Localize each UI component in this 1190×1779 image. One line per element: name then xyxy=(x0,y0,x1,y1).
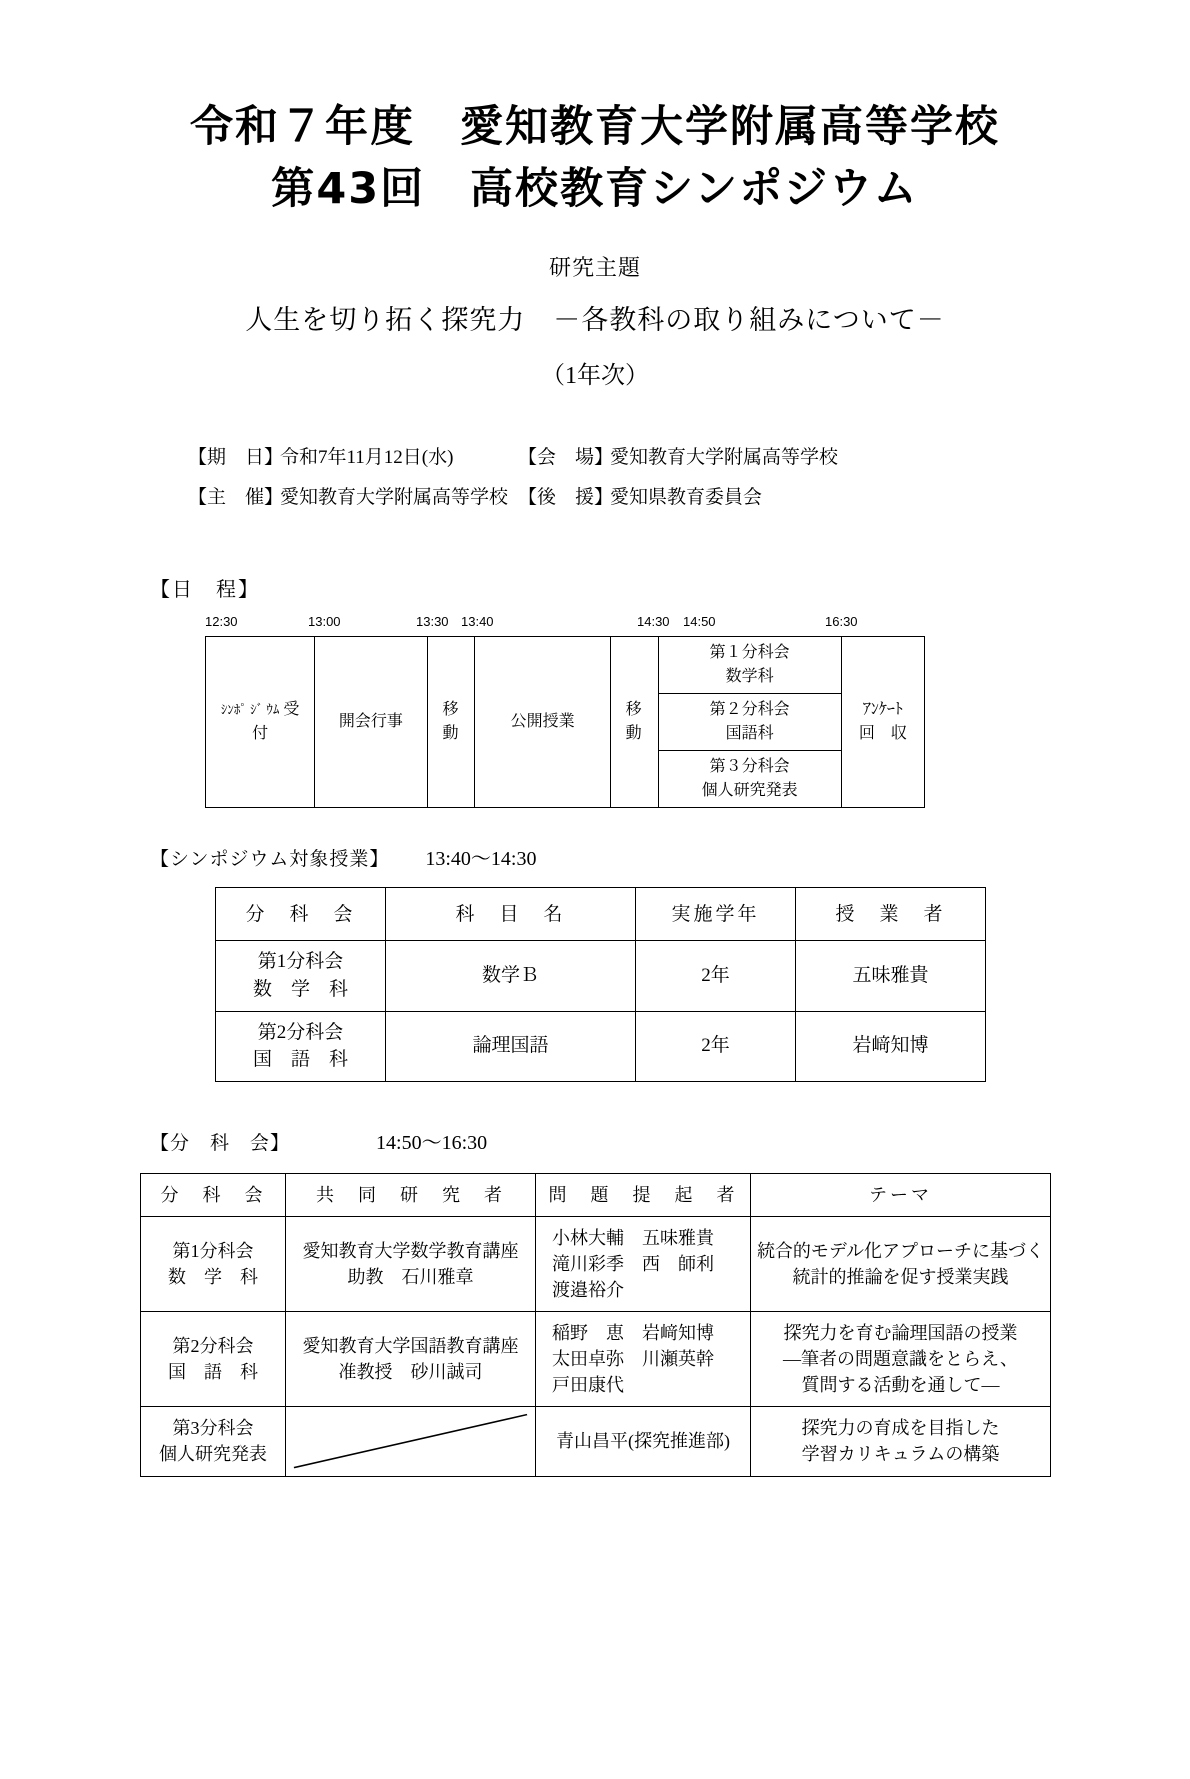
tick-1430: 14:30 xyxy=(637,614,670,630)
bk-theme-3-line1: 探究力の育成を目指した xyxy=(801,1418,1000,1439)
move2-char2: 動 xyxy=(625,725,643,743)
bk-col-collaborator: 共 同 研 究 者 xyxy=(286,1173,536,1216)
lesson-grade-2: 2年 xyxy=(636,1011,796,1081)
tick-1330: 13:30 xyxy=(416,614,449,630)
bk-section-1-line1: 第1分科会 xyxy=(172,1240,254,1261)
bk-presenter-2-line2: 太田卓弥 川瀬英幹 xyxy=(552,1349,714,1370)
tick-1340: 13:40 xyxy=(461,614,494,630)
lesson-section-1-line2: 数 学 科 xyxy=(252,979,348,1001)
lesson-subject-2: 論理国語 xyxy=(386,1011,636,1081)
bk-section-1 xyxy=(141,1216,286,1311)
lesson-col-grade: 実施学年 xyxy=(636,888,796,941)
research-theme-text: 人生を切り拓く探究力 －各教科の取り組みについて－ xyxy=(245,304,945,335)
bunkakai-table xyxy=(140,1173,1051,1477)
session1-subject: 数学科 xyxy=(725,668,774,686)
host-label: 【主 催】 xyxy=(188,486,284,508)
bk-section-3-line2: 個人研究発表 xyxy=(159,1444,267,1465)
cell-survey xyxy=(841,637,924,808)
bk-theme-2-line1: 探究力を育む論理国語の授業 xyxy=(783,1323,1018,1344)
page-title-line2: 第43回 高校教育シンポジウム xyxy=(271,164,919,215)
bk-presenter-1-line1: 小林大輔 五味雅貴 xyxy=(552,1227,714,1248)
research-theme-label: 研究主題 xyxy=(548,254,641,280)
lesson-section-1-line1: 第1分科会 xyxy=(257,951,344,973)
bk-presenters-1 xyxy=(536,1216,751,1311)
survey-line1: ｱﾝｹｰﾄ xyxy=(862,701,903,719)
bk-theme-1-line2: 統計的推論を促す授業実践 xyxy=(792,1266,1009,1287)
move1-char2: 動 xyxy=(442,725,460,743)
bk-presenter-1-line3: 渡邉裕介 xyxy=(552,1279,624,1300)
bk-section-2-line2: 国 語 科 xyxy=(168,1362,258,1383)
cell-session-3 xyxy=(658,751,841,808)
cell-move-2 xyxy=(610,637,658,808)
bk-section-2 xyxy=(141,1312,286,1407)
lesson-time: 13:40～14:30 xyxy=(425,848,537,871)
support-label: 【後 援】 xyxy=(518,486,614,508)
bk-theme-2-line3: 質問する活動を通して― xyxy=(801,1375,1000,1396)
cell-session-2 xyxy=(658,694,841,751)
schedule-row-1 xyxy=(206,637,925,694)
bk-collab-2 xyxy=(286,1312,536,1407)
bk-theme-1 xyxy=(751,1216,1051,1311)
diagonal-strike-icon xyxy=(286,1407,535,1475)
bk-col-section: 分 科 会 xyxy=(141,1173,286,1216)
support-value: 愛知県教育委員会 xyxy=(610,486,763,508)
schedule-block xyxy=(205,614,925,808)
bunkakai-time: 14:50～16:30 xyxy=(376,1131,488,1154)
bk-section-3-line1: 第3分科会 xyxy=(172,1418,254,1439)
lesson-section-2-line2: 国 語 科 xyxy=(252,1049,348,1071)
host-value: 愛知教育大学附属高等学校 xyxy=(280,486,509,508)
bunkakai-heading: 【分 科 会】 xyxy=(150,1132,291,1154)
schedule-ticks xyxy=(205,614,925,636)
schedule-table xyxy=(205,636,925,808)
tick-1230: 12:30 xyxy=(205,614,238,630)
bk-presenter-1-line2: 滝川彩季 西 師利 xyxy=(552,1253,714,1274)
lesson-subject-1: 数学Ｂ xyxy=(386,941,636,1011)
document-page xyxy=(0,96,1190,1779)
bk-collab-3-empty xyxy=(286,1407,536,1476)
session2-subject: 国語科 xyxy=(725,725,774,743)
bk-section-3 xyxy=(141,1407,286,1476)
move1-char1: 移 xyxy=(442,701,460,719)
lesson-table xyxy=(215,887,986,1081)
info-row-date xyxy=(188,438,1190,478)
page-title-line1: 令和７年度 愛知教育大学附属高等学校 xyxy=(190,102,1000,152)
bk-presenter-3-line1: 青山昌平(探究推進部) xyxy=(556,1431,730,1452)
venue-label: 【会 場】 xyxy=(518,446,614,468)
lesson-col-subject: 科 目 名 xyxy=(386,888,636,941)
bk-presenters-3 xyxy=(536,1407,751,1476)
table-row xyxy=(141,1312,1051,1407)
cell-session-1 xyxy=(658,637,841,694)
lesson-teacher-1: 五味雅貴 xyxy=(796,941,986,1011)
survey-line2: 回 収 xyxy=(858,725,907,743)
cell-open-class: 公開授業 xyxy=(475,637,610,808)
bk-theme-2-line2: ―筆者の問題意識をとらえ、 xyxy=(782,1349,1019,1370)
lesson-table-wrap xyxy=(215,887,1190,1081)
bk-theme-3 xyxy=(751,1407,1051,1476)
lesson-teacher-2: 岩﨑知博 xyxy=(796,1011,986,1081)
bk-collab-1-line2: 助教 石川雅章 xyxy=(347,1266,474,1287)
tick-1300: 13:00 xyxy=(308,614,341,630)
bk-presenters-2 xyxy=(536,1312,751,1407)
table-row xyxy=(141,1407,1051,1476)
bk-theme-2 xyxy=(751,1312,1051,1407)
bk-section-1-line2: 数 学 科 xyxy=(168,1266,258,1287)
bunkakai-heading-row xyxy=(150,1126,1190,1155)
lesson-heading: 【シンポジウム対象授業】 xyxy=(150,849,390,871)
event-info xyxy=(188,438,1190,518)
bk-theme-3-line2: 学習カリキュラムの構築 xyxy=(801,1444,1000,1465)
bk-collab-2-line1: 愛知教育大学国語教育講座 xyxy=(302,1336,519,1357)
venue-value: 愛知教育大学附属高等学校 xyxy=(610,446,839,468)
info-row-host xyxy=(188,478,1190,518)
reception-label: 受 付 xyxy=(252,701,316,743)
lesson-section-2 xyxy=(216,1011,386,1081)
lesson-col-teacher: 授 業 者 xyxy=(796,888,986,941)
tick-1630: 16:30 xyxy=(825,614,858,630)
session2-title: 第２分科会 xyxy=(709,701,790,719)
bk-col-theme: テーマ xyxy=(751,1173,1051,1216)
table-header-row xyxy=(216,888,986,941)
bk-theme-1-line1: 統合的モデル化アプローチに基づく xyxy=(756,1240,1045,1261)
bk-presenter-2-line1: 稲野 恵 岩﨑知博 xyxy=(552,1323,714,1344)
schedule-heading: 【日 程】 xyxy=(150,579,260,602)
cell-reception xyxy=(206,637,315,808)
bk-collab-2-line2: 准教授 砂川誠司 xyxy=(338,1362,483,1383)
reception-kana: ｼﾝﾎﾟ ｼﾞ ｳﾑ xyxy=(220,702,280,718)
lesson-heading-row xyxy=(150,842,1190,871)
session3-subject: 個人研究発表 xyxy=(701,782,798,800)
lesson-section-2-line1: 第2分科会 xyxy=(257,1021,344,1043)
table-row xyxy=(216,1011,986,1081)
bk-section-2-line1: 第2分科会 xyxy=(172,1336,254,1357)
bk-collab-1-line1: 愛知教育大学数学教育講座 xyxy=(302,1240,519,1261)
lesson-section-1 xyxy=(216,941,386,1011)
move2-char1: 移 xyxy=(625,701,643,719)
bunkakai-table-wrap xyxy=(140,1173,1190,1477)
table-row xyxy=(141,1216,1051,1311)
title-block xyxy=(0,96,1190,221)
bk-col-presenter: 問 題 提 起 者 xyxy=(536,1173,751,1216)
table-header-row xyxy=(141,1173,1051,1216)
table-row xyxy=(216,941,986,1011)
session1-title: 第１分科会 xyxy=(709,644,790,662)
lesson-grade-1: 2年 xyxy=(636,941,796,1011)
cell-move-1 xyxy=(427,637,475,808)
research-theme-year: （1年次） xyxy=(541,362,649,389)
cell-opening: 開会行事 xyxy=(315,637,427,808)
date-value: 令和7年11月12日(水) xyxy=(280,446,454,468)
bk-collab-1 xyxy=(286,1216,536,1311)
tick-1450: 14:50 xyxy=(683,614,716,630)
bk-presenter-2-line3: 戸田康代 xyxy=(552,1375,624,1396)
lesson-col-section: 分 科 会 xyxy=(216,888,386,941)
session3-title: 第３分科会 xyxy=(709,758,790,776)
date-label: 【期 日】 xyxy=(188,446,284,468)
